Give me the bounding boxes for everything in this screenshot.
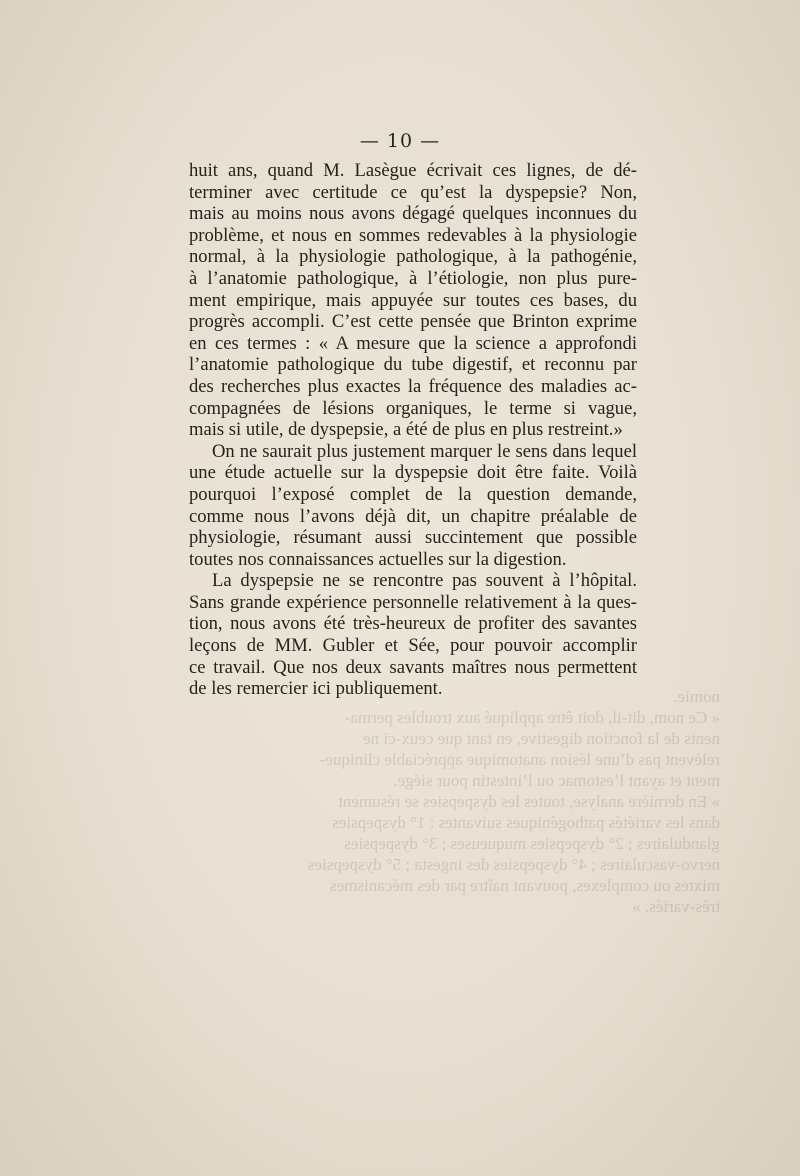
text-line: des recherches plus exactes la fréquence des maladies ac- (189, 375, 637, 397)
text-line: de les remercier ici publiquement. (189, 678, 443, 700)
text-line: l’anatomie pathologique du tube digestif, et reconnu par (189, 354, 637, 376)
text-line: problème, et nous en sommes redevables à la physiologie (189, 224, 637, 246)
text-line: ce travail. Que nos deux savants maîtres nous permettent (189, 656, 637, 678)
bleed-through-texture: nomie. « Ce nom, dit-il, doit être appliqué aux troubles perma- nents de la fonction digestive, en tant que ceux-ci ne relèvent pas d’une lésion anatomique appréciable clinique- ment et ayant l’estomac ou l’intestin pour siége. » En dernière analyse, toutes les dyspepsies se résument dans les variétés pathogéniques suivantes : 1° dyspepsies glandulaires ; 2° dyspepsies muqueuses ; 3° dyspepsies nervo-vasculaires ; 4° dyspepsies des ingesta ; 5° dyspepsies mixtes ou complexes, pouvant naître par des mécanismes très-variés. » (307, 687, 720, 916)
text-line: La dyspepsie ne se rencontre pas souvent à l’hôpital. (212, 570, 637, 592)
text-line: huit ans, quand M. Lasègue écrivait ces lignes, de dé- (189, 160, 637, 181)
text-line: mais si utile, de dyspepsie, a été de plus en plus restreint.» (189, 419, 623, 441)
text-line: Sans grande expérience personnelle relativement à la ques- (189, 591, 637, 613)
text-line: en ces termes : « A mesure que la science a approfondi (189, 332, 637, 354)
text-line: leçons de MM. Gubler et Sée, pour pouvoir accomplir (189, 635, 637, 657)
text-line: une étude actuelle sur la dyspepsie doit être faite. Voilà (189, 462, 637, 484)
text-line: tion, nous avons été très-heureux de profiter des savantes (189, 613, 637, 635)
text-line: comme nous l’avons déjà dit, un chapitre préalable de (189, 505, 637, 527)
text-line: terminer avec certitude ce qu’est la dyspepsie? Non, (189, 181, 637, 203)
body-text (189, 160, 637, 700)
page-number: — 10 — (359, 130, 441, 152)
text-line: ment empirique, mais appuyée sur toutes ces bases, du (189, 289, 637, 311)
text-line: On ne saurait plus justement marquer le sens dans lequel (212, 440, 637, 462)
text-line: mais au moins nous avons dégagé quelques inconnues du (189, 203, 637, 225)
text-line: à l’anatomie pathologique, à l’étiologie, non plus pure- (189, 267, 637, 289)
text-line: toutes nos connaissances actuelles sur la digestion. (189, 548, 567, 570)
text-line: progrès accompli. C’est cette pensée que Brinton exprime (189, 311, 637, 333)
text-line: normal, à la physiologie pathologique, à la pathogénie, (189, 246, 637, 268)
text-line: compagnées de lésions organiques, le terme si vague, (189, 397, 637, 419)
text-line: physiologie, résumant aussi succintement que possible (189, 527, 637, 549)
text-line: pourquoi l’exposé complet de la question demande, (189, 483, 637, 505)
